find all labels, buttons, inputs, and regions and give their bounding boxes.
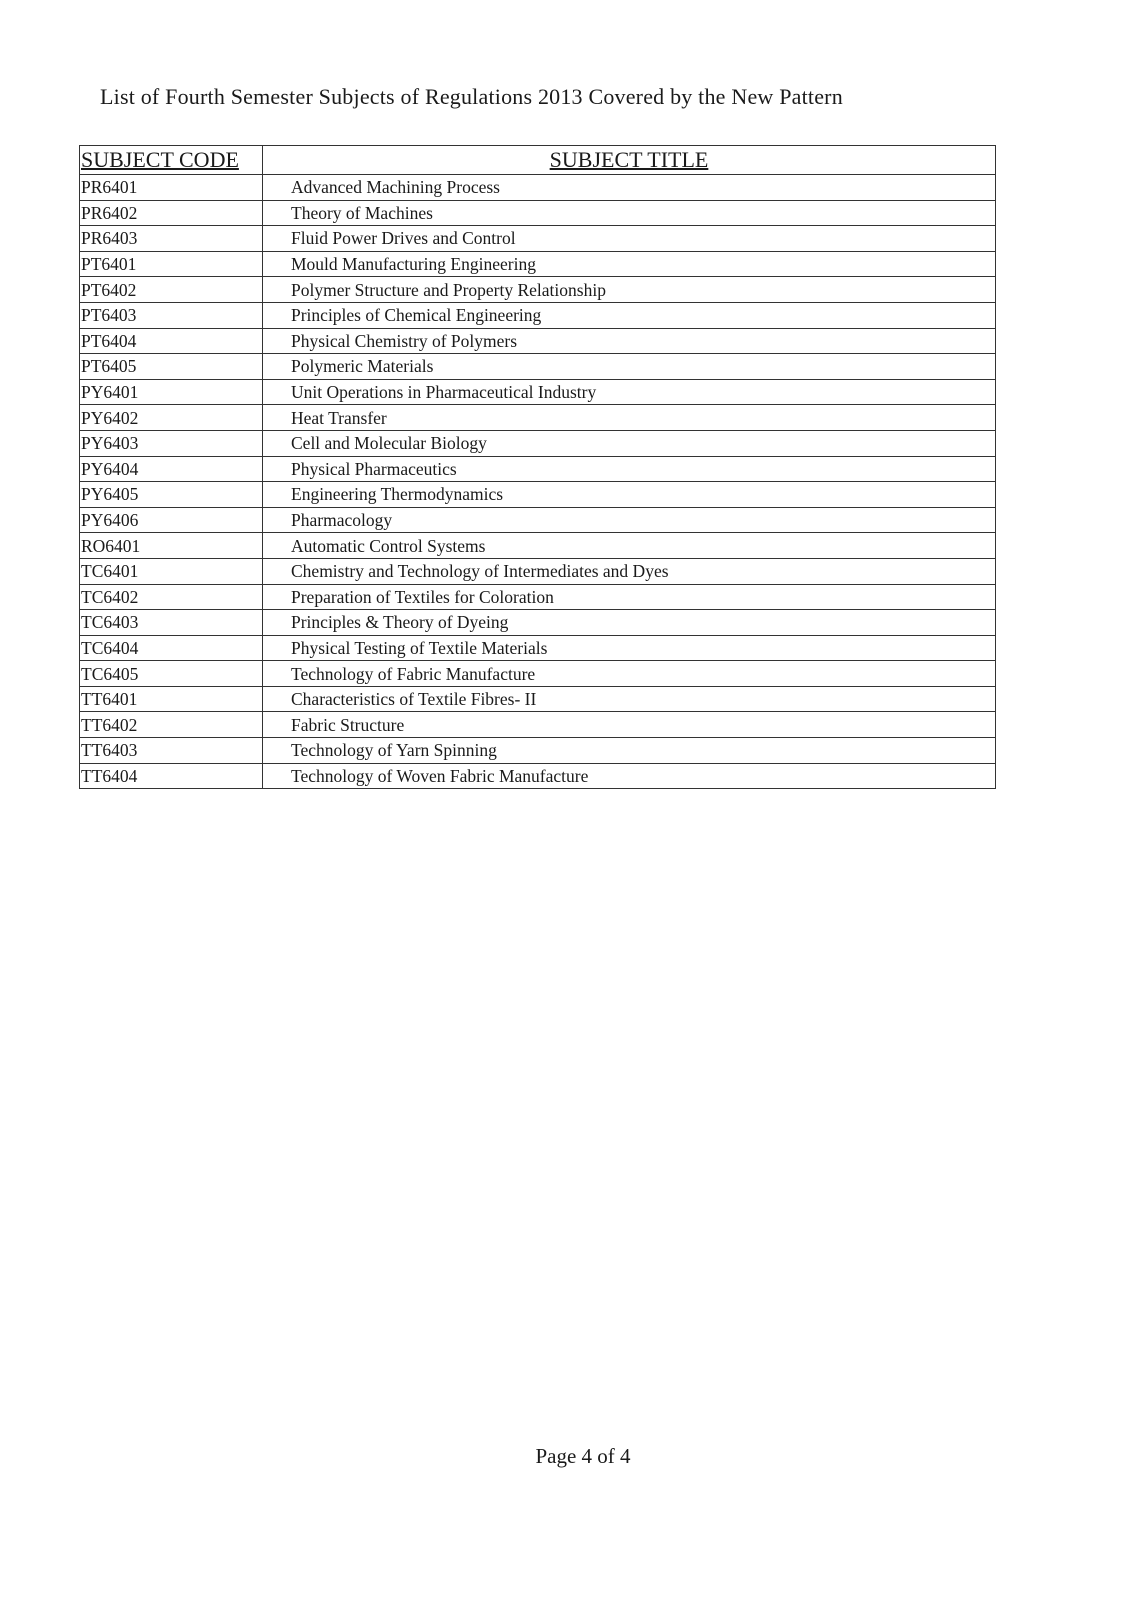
- table-body: [80, 175, 996, 789]
- subject-title-cell: Physical Chemistry of Polymers: [263, 328, 996, 354]
- subject-title-cell: Physical Pharmaceutics: [263, 456, 996, 482]
- table-row: [80, 277, 996, 303]
- table-row: [80, 584, 996, 610]
- table-row: [80, 763, 996, 789]
- subject-code-cell: TC6401: [80, 558, 263, 584]
- subject-code-cell: TT6403: [80, 738, 263, 764]
- subject-code-cell: TC6403: [80, 610, 263, 636]
- table-row: [80, 610, 996, 636]
- subject-title-cell: Advanced Machining Process: [263, 175, 996, 201]
- subject-code-cell: TT6401: [80, 686, 263, 712]
- subject-title-cell: Technology of Yarn Spinning: [263, 738, 996, 764]
- subject-code-cell: TC6404: [80, 635, 263, 661]
- table-row: [80, 430, 996, 456]
- subject-code-cell: PR6403: [80, 226, 263, 252]
- table-row: [80, 661, 996, 687]
- subject-title-cell: Chemistry and Technology of Intermediates and Dyes: [263, 558, 996, 584]
- subject-title-cell: Mould Manufacturing Engineering: [263, 251, 996, 277]
- table-row: [80, 200, 996, 226]
- subject-code-cell: PR6402: [80, 200, 263, 226]
- subject-code-cell: PT6401: [80, 251, 263, 277]
- subject-title-cell: Principles of Chemical Engineering: [263, 302, 996, 328]
- subject-code-cell: PT6404: [80, 328, 263, 354]
- subject-title-cell: Fluid Power Drives and Control: [263, 226, 996, 252]
- subject-code-cell: PY6406: [80, 507, 263, 533]
- subject-title-cell: Engineering Thermodynamics: [263, 482, 996, 508]
- table-row: [80, 328, 996, 354]
- table-row: [80, 251, 996, 277]
- subjects-table: [79, 145, 996, 789]
- subject-code-cell: TC6405: [80, 661, 263, 687]
- subject-title-cell: Theory of Machines: [263, 200, 996, 226]
- subject-title-cell: Pharmacology: [263, 507, 996, 533]
- subject-code-cell: PT6403: [80, 302, 263, 328]
- subject-title-cell: Unit Operations in Pharmaceutical Industry: [263, 379, 996, 405]
- subject-code-cell: PY6403: [80, 430, 263, 456]
- subject-title-cell: Physical Testing of Textile Materials: [263, 635, 996, 661]
- table-row: [80, 405, 996, 431]
- table-row: [80, 482, 996, 508]
- table-row: [80, 533, 996, 559]
- subject-title-cell: Polymeric Materials: [263, 354, 996, 380]
- subject-code-cell: PT6405: [80, 354, 263, 380]
- document-title: List of Fourth Semester Subjects of Regulations 2013 Covered by the New Pattern: [100, 84, 843, 109]
- table-row: [80, 635, 996, 661]
- subject-code-cell: PY6404: [80, 456, 263, 482]
- subject-title-cell: Automatic Control Systems: [263, 533, 996, 559]
- subject-title-cell: Principles & Theory of Dyeing: [263, 610, 996, 636]
- table-row: [80, 302, 996, 328]
- subject-title-cell: Fabric Structure: [263, 712, 996, 738]
- subject-code-cell: PR6401: [80, 175, 263, 201]
- table-row: [80, 507, 996, 533]
- table-row: [80, 558, 996, 584]
- table-row: [80, 738, 996, 764]
- table-row: [80, 712, 996, 738]
- table-row: [80, 354, 996, 380]
- subject-code-cell: TT6402: [80, 712, 263, 738]
- table-row: [80, 175, 996, 201]
- table-header-row: [80, 146, 996, 175]
- subject-title-cell: Cell and Molecular Biology: [263, 430, 996, 456]
- subject-code-cell: PY6402: [80, 405, 263, 431]
- subject-code-cell: PT6402: [80, 277, 263, 303]
- subject-title-cell: Heat Transfer: [263, 405, 996, 431]
- table-row: [80, 456, 996, 482]
- table-row: [80, 379, 996, 405]
- subject-title-cell: Preparation of Textiles for Coloration: [263, 584, 996, 610]
- subject-code-cell: RO6401: [80, 533, 263, 559]
- subject-title-cell: Technology of Fabric Manufacture: [263, 661, 996, 687]
- subject-code-cell: PY6405: [80, 482, 263, 508]
- subject-title-cell: Polymer Structure and Property Relationship: [263, 277, 996, 303]
- table-row: [80, 686, 996, 712]
- subject-code-cell: PY6401: [80, 379, 263, 405]
- page-number: Page 4 of 4: [535, 1444, 631, 1468]
- column-header-subject-code: SUBJECT CODE: [80, 146, 263, 175]
- subject-code-cell: TT6404: [80, 763, 263, 789]
- subject-code-cell: TC6402: [80, 584, 263, 610]
- column-header-subject-title: SUBJECT TITLE: [263, 146, 996, 175]
- subject-title-cell: Technology of Woven Fabric Manufacture: [263, 763, 996, 789]
- table-row: [80, 226, 996, 252]
- subject-title-cell: Characteristics of Textile Fibres- II: [263, 686, 996, 712]
